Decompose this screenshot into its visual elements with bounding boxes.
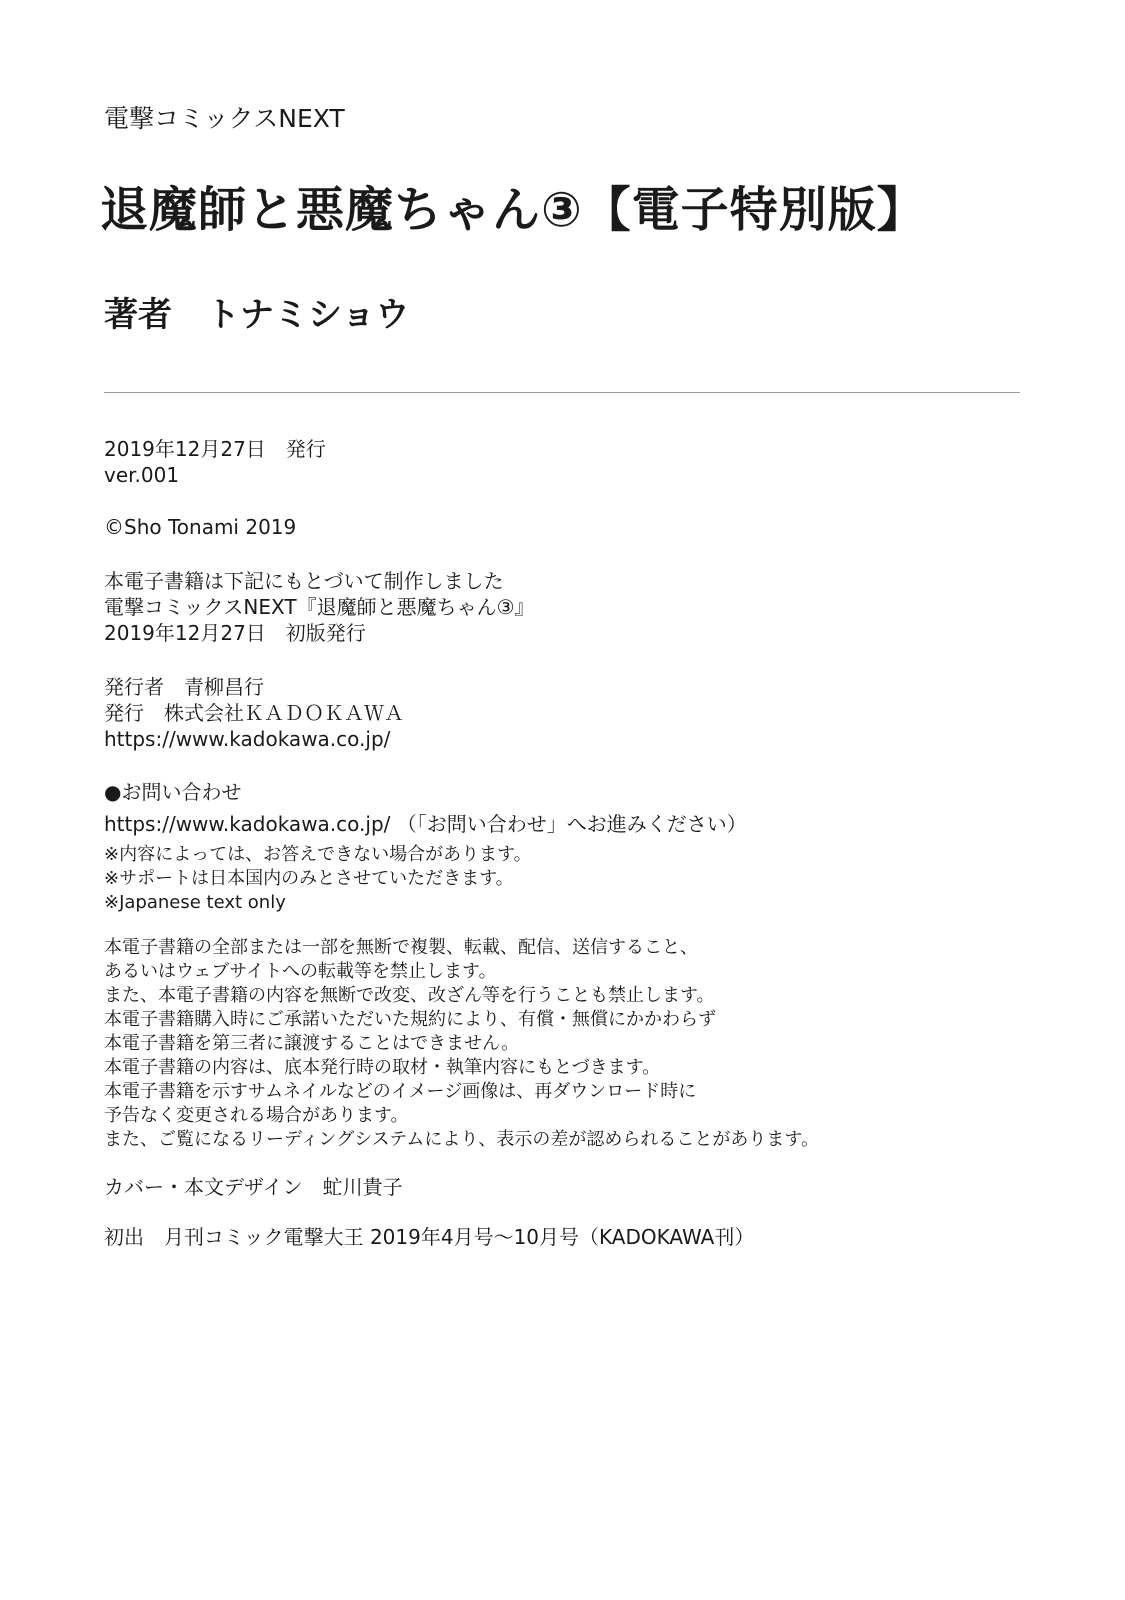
source-line-2: 電撃コミックスNEXT『退魔師と悪魔ちゃん③』 <box>104 595 535 619</box>
legal-line: また、本電子書籍の内容を無断で改変、改ざん等を行うことも禁止します。 <box>104 985 715 1006</box>
design-label: カバー・本文デザイン <box>104 1175 303 1199</box>
design-name: 虻川貴子 <box>322 1175 403 1199</box>
publication-date-line <box>104 436 326 462</box>
legal-line: 予告なく変更される場合があります。 <box>104 1105 409 1126</box>
inquiry-notes <box>104 843 532 915</box>
inquiry-note: ※Japanese text only <box>104 892 286 913</box>
source-date: 2019年12月27日 <box>104 621 266 645</box>
design-credit <box>104 1174 403 1200</box>
first-appearance-label: 初出 <box>104 1225 144 1249</box>
inquiry-note: ※サポートは日本国内のみとさせていただきます。 <box>104 868 514 889</box>
author-name: トナミショウ <box>206 295 410 335</box>
legal-line: 本電子書籍を第三者に譲渡することはできません。 <box>104 1033 520 1054</box>
legal-line: 本電子書籍の内容は、底本発行時の取材・執筆内容にもとづきます。 <box>104 1057 661 1078</box>
author-line <box>104 293 409 337</box>
publisher-label: 発行者 <box>104 675 164 699</box>
legal-line: 本電子書籍を示すサムネイルなどのイメージ画像は、再ダウンロード時に <box>104 1081 697 1102</box>
first-appearance <box>104 1224 754 1250</box>
source-line-1: 本電子書籍は下記にもとづいて制作しました <box>104 569 504 593</box>
imprint-label: 電撃コミックスNEXT <box>104 104 345 133</box>
copyright: ©Sho Tonami 2019 <box>104 515 297 539</box>
legal-line: また、ご覧になるリーディングシステムにより、表示の差が認められることがあります。 <box>104 1129 819 1150</box>
publisher-name: 青柳昌行 <box>184 675 264 699</box>
issuer-name: 株式会社ＫＡＤＯＫＡＷＡ <box>164 701 404 725</box>
publication-info <box>104 436 326 488</box>
first-appearance-text: 月刊コミック電撃大王 2019年4月号〜10月号（KADOKAWA刊） <box>164 1225 755 1249</box>
issuer-line <box>104 700 404 726</box>
publication-date-suffix: 発行 <box>285 437 326 461</box>
publisher-info <box>104 674 404 752</box>
publisher-line <box>104 674 404 700</box>
legal-line: 本電子書籍購入時にご承諾いただいた規約により、有償・無償にかかわらず <box>104 1009 716 1030</box>
book-title: 退魔師と悪魔ちゃん③【電子特別版】 <box>100 182 926 238</box>
source-line-3 <box>104 620 535 646</box>
source-info <box>104 568 535 646</box>
issuer-label: 発行 <box>104 701 144 725</box>
version: ver.001 <box>104 463 180 487</box>
legal-notice <box>104 936 819 1152</box>
inquiry-note: ※内容によっては、お答えできない場合があります。 <box>104 844 532 865</box>
publication-date: 2019年12月27日 <box>104 437 266 461</box>
author-label: 著者 <box>104 295 172 335</box>
legal-line: あるいはウェブサイトへの転載等を禁止します。 <box>104 961 497 982</box>
inquiry-heading: ●お問い合わせ <box>104 780 242 804</box>
inquiry-url: https://www.kadokawa.co.jp/ （「お問い合わせ」へお進みください） <box>104 812 747 836</box>
source-date-suffix: 初版発行 <box>285 621 366 645</box>
legal-line: 本電子書籍の全部または一部を無断で複製、転載、配信、送信すること、 <box>104 937 698 958</box>
divider <box>104 392 1020 393</box>
publisher-url: https://www.kadokawa.co.jp/ <box>104 727 391 751</box>
